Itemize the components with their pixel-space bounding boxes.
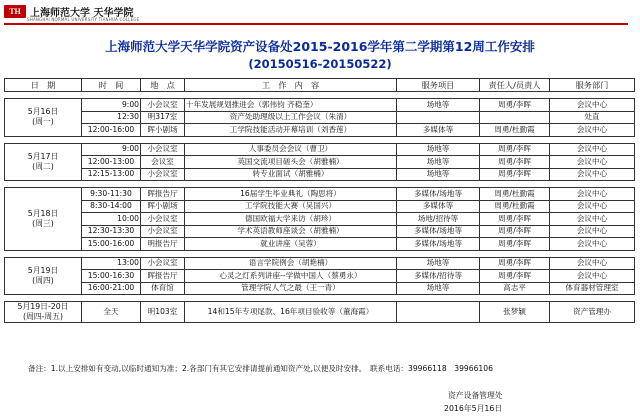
table-row <box>5 282 635 295</box>
col-person: 责任人/员责人 <box>480 79 550 92</box>
person-cell: 周勇/李晖 <box>480 143 550 156</box>
place-cell: 晖小剧场 <box>141 124 185 137</box>
table-row <box>5 168 635 181</box>
time-cell: 15:00-16:30 <box>82 270 141 283</box>
time-cell: 12:15-13:00 <box>82 168 141 181</box>
time-cell: 8:30-14:00 <box>82 200 141 213</box>
table-row <box>5 257 635 270</box>
content-cell: 转专业面试（胡雅楠） <box>185 168 397 181</box>
spacer-row <box>5 295 635 302</box>
dept-cell: 处直 <box>550 111 635 124</box>
weekday-text: (周二) <box>32 161 54 171</box>
person-cell: 张梦颖 <box>480 302 550 323</box>
person-cell: 周勇/李晖 <box>480 238 550 251</box>
time-cell: 全天 <box>82 302 141 323</box>
content-cell: 14和15年专项尾款、16年项目验收等（董海霞） <box>185 302 397 323</box>
service-cell: 多媒体/场地等 <box>397 225 480 238</box>
content-cell: 十年发展规划推进会（郭伟钧 齐稳奎） <box>185 99 397 112</box>
date-text: 5月19日 <box>27 265 59 275</box>
place-cell: 小会议室 <box>141 225 185 238</box>
date-cell <box>5 302 82 323</box>
person-cell: 周勇/杜勤霞 <box>480 124 550 137</box>
logo-subtitle: SHANGHAI NORMAL UNIVERSITY TIANHUA COLLEGE <box>27 17 140 22</box>
content-cell: 语言学院例会（胡艳楠） <box>185 257 397 270</box>
time-cell: 16:00-21:00 <box>82 282 141 295</box>
time-cell: 12:30-13:30 <box>82 225 141 238</box>
service-cell: 场地等 <box>397 143 480 156</box>
place-cell: 体育馆 <box>141 282 185 295</box>
place-cell: 晖小剧场 <box>141 200 185 213</box>
col-service: 服务项目 <box>397 79 480 92</box>
table-row <box>5 143 635 156</box>
logo-mark: TH <box>4 5 26 18</box>
content-cell: 德国欧福大学来访（胡珍） <box>185 213 397 226</box>
content-cell: 工学院技能活动开幕培训（刘香莲） <box>185 124 397 137</box>
place-cell: 明报告厅 <box>141 238 185 251</box>
service-cell: 场地等 <box>397 99 480 112</box>
weekday-text: (周一) <box>32 117 54 127</box>
col-content: 工 作 内 容 <box>185 79 397 92</box>
content-cell: 人事委员会会议（曹卫） <box>185 143 397 156</box>
dept-cell: 体育器材管理室 <box>550 282 635 295</box>
person-cell: 高志平 <box>480 282 550 295</box>
service-cell: 场地等 <box>397 156 480 169</box>
table-row <box>5 111 635 124</box>
place-cell: 明103室 <box>141 302 185 323</box>
col-date: 日 期 <box>5 79 82 92</box>
time-cell: 15:00-16:00 <box>82 238 141 251</box>
spacer-row <box>5 250 635 257</box>
table-row <box>5 200 635 213</box>
time-cell: 12:00-16:00 <box>82 124 141 137</box>
date-text: 5月16日 <box>27 107 59 117</box>
dept-cell: 会议中心 <box>550 188 635 201</box>
place-cell: 小会议室 <box>141 168 185 181</box>
table-header <box>5 79 635 92</box>
signature-org: 资产设备管理处 <box>448 391 503 400</box>
content-cell: 心灵之灯系列讲座--学做中国人（蔡勇永） <box>185 270 397 283</box>
table-row <box>5 188 635 201</box>
service-cell: 多媒体等 <box>397 124 480 137</box>
table-row <box>5 225 635 238</box>
time-cell: 13:00 <box>82 257 141 270</box>
date-cell <box>5 257 82 295</box>
spacer-row <box>5 181 635 188</box>
date-cell <box>5 188 82 251</box>
person-cell: 周勇/杜勤霞 <box>480 200 550 213</box>
service-cell <box>397 111 480 124</box>
content-cell: 学术英语教师座谈会（胡雅楠） <box>185 225 397 238</box>
col-place: 地 点 <box>141 79 185 92</box>
place-cell: 小会议室 <box>141 213 185 226</box>
date-range: (20150516-20150522) <box>248 57 392 71</box>
page-title: 上海师范大学天华学院资产设备处2015-2016学年第二学期第12周工作安排 <box>105 39 535 54</box>
service-cell: 多媒体/招待等 <box>397 270 480 283</box>
signature-date: 2016年5月16日 <box>444 404 503 413</box>
dept-cell: 会议中心 <box>550 270 635 283</box>
date-text: 5月17日 <box>27 151 59 161</box>
time-cell: 9:00 <box>82 99 141 112</box>
service-cell: 多媒体/场地等 <box>397 188 480 201</box>
person-cell: 周勇/李晖 <box>480 225 550 238</box>
dept-cell: 会议中心 <box>550 238 635 251</box>
time-cell: 10:00 <box>82 213 141 226</box>
weekday-text: (周三) <box>32 218 54 228</box>
dept-cell: 会议中心 <box>550 213 635 226</box>
dept-cell: 会议中心 <box>550 225 635 238</box>
date-text: 5月18日 <box>27 208 59 218</box>
place-cell: 明317室 <box>141 111 185 124</box>
service-cell: 场地等 <box>397 168 480 181</box>
person-cell: 周勇/李晖 <box>480 168 550 181</box>
schedule-table <box>4 78 635 323</box>
table-row <box>5 238 635 251</box>
service-cell: 场地等 <box>397 282 480 295</box>
person-cell: 周勇/李晖 <box>480 156 550 169</box>
person-cell: 周勇/杜勤霞 <box>480 188 550 201</box>
dept-cell: 会议中心 <box>550 168 635 181</box>
service-cell <box>397 302 480 323</box>
dept-cell: 会议中心 <box>550 124 635 137</box>
table-row <box>5 156 635 169</box>
dept-cell: 资产管理办 <box>550 302 635 323</box>
person-cell: 周勇/李晖 <box>480 213 550 226</box>
content-cell: 工学院技能大赛（吴国兴） <box>185 200 397 213</box>
weekday-text: (周四-周五) <box>22 312 64 321</box>
place-cell: 晖报告厅 <box>141 188 185 201</box>
dept-cell: 会议中心 <box>550 156 635 169</box>
content-cell: 16届学生毕业典礼（陶思将） <box>185 188 397 201</box>
table-row <box>5 302 635 323</box>
person-cell: 周勇/李晖 <box>480 257 550 270</box>
place-cell: 晖报告厅 <box>141 270 185 283</box>
place-cell: 会议室 <box>141 156 185 169</box>
person-cell <box>480 111 550 124</box>
service-cell: 多媒体等 <box>397 200 480 213</box>
date-cell <box>5 143 82 181</box>
date-text: 5月19日-20日 <box>17 302 69 311</box>
dept-cell: 会议中心 <box>550 99 635 112</box>
footnote: 备注：1.以上安排如有变动,以临时通知为准；2.各部门有其它安排请提前通知资产处,以便及时安排。 联系电话：39966118 39966106 <box>28 364 493 373</box>
spacer-row <box>5 136 635 143</box>
dept-cell: 会议中心 <box>550 143 635 156</box>
dept-cell: 会议中心 <box>550 200 635 213</box>
table-row <box>5 124 635 137</box>
spacer-row <box>5 92 635 99</box>
service-cell: 多媒体/场地等 <box>397 238 480 251</box>
table-row <box>5 213 635 226</box>
time-cell: 9:30-11:30 <box>82 188 141 201</box>
place-cell: 小会议室 <box>141 99 185 112</box>
service-cell: 场地/招待等 <box>397 213 480 226</box>
table-row <box>5 99 635 112</box>
col-time: 时 间 <box>82 79 141 92</box>
content-cell: 英国交流项目磋头会（胡雅楠） <box>185 156 397 169</box>
place-cell: 小会议室 <box>141 257 185 270</box>
dept-cell: 会议中心 <box>550 257 635 270</box>
service-cell: 场地等 <box>397 257 480 270</box>
person-cell: 周勇/李晖 <box>480 270 550 283</box>
person-cell: 周勇/李晖 <box>480 99 550 112</box>
time-cell: 12:00-13:00 <box>82 156 141 169</box>
date-cell <box>5 99 82 137</box>
header-divider <box>4 23 628 25</box>
col-dept: 服务部门 <box>550 79 635 92</box>
content-cell: 管理学院人气之最（王一青） <box>185 282 397 295</box>
content-cell: 就业讲座（吴蓉） <box>185 238 397 251</box>
logo-text: 上海师范大学 天华学院 <box>30 7 134 19</box>
weekday-text: (周四) <box>32 275 54 285</box>
time-cell: 12:30 <box>82 111 141 124</box>
table-row <box>5 270 635 283</box>
time-cell: 9:00 <box>82 143 141 156</box>
content-cell: 资产处助理级以上工作会议（朱清） <box>185 111 397 124</box>
place-cell: 小会议室 <box>141 143 185 156</box>
